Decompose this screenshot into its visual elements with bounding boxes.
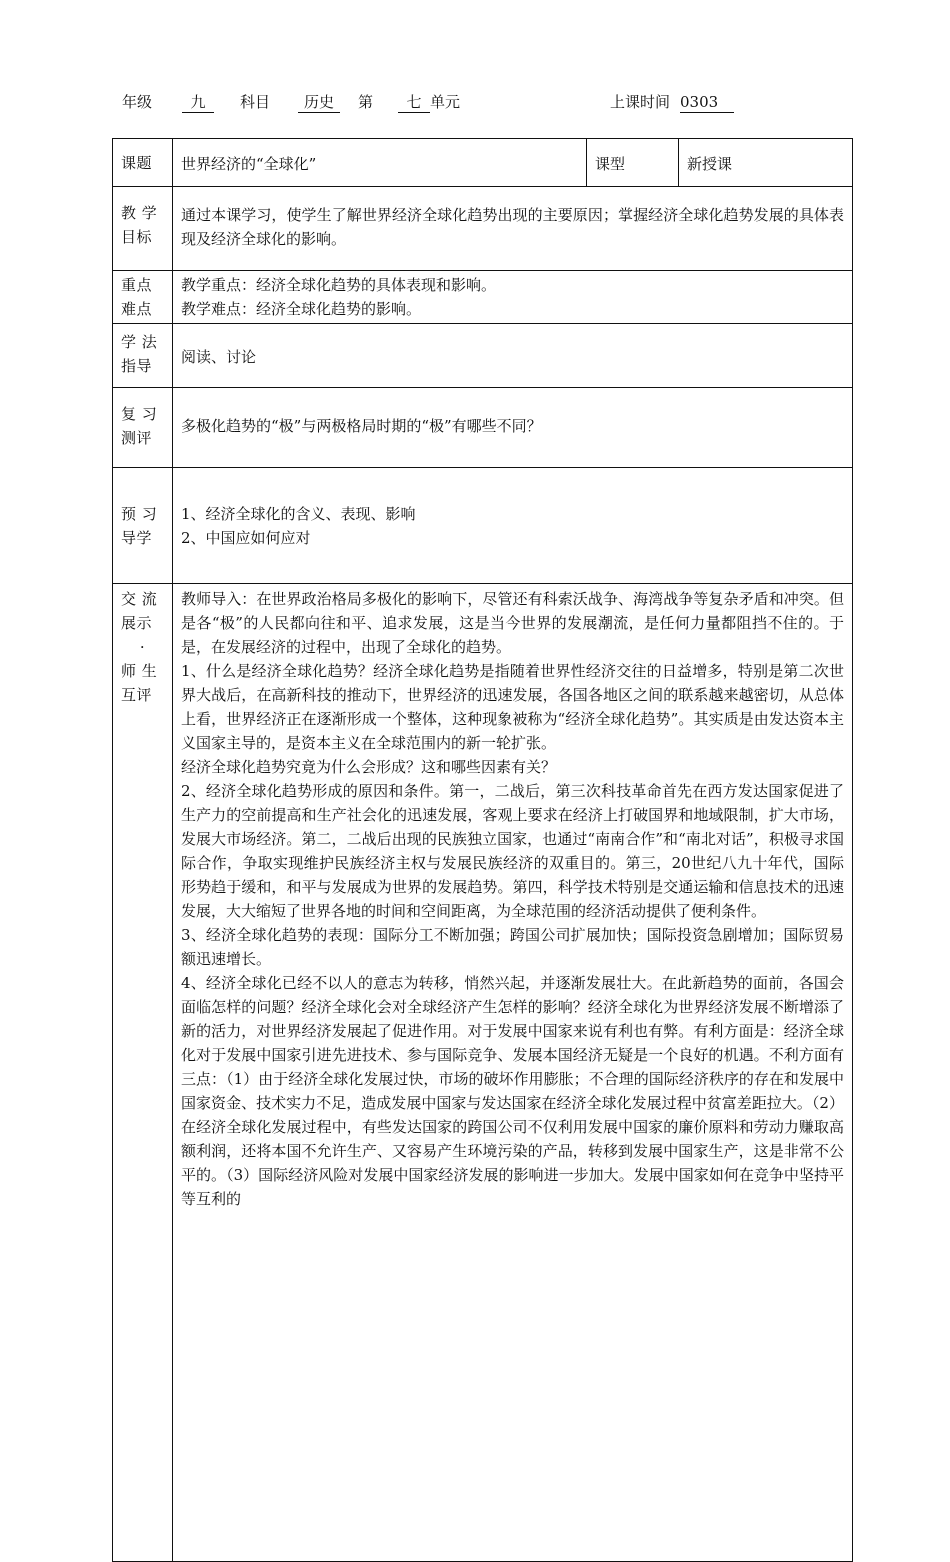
grade-value: 九 xyxy=(182,92,214,113)
row-method xyxy=(113,324,853,388)
keypoints-text xyxy=(173,271,853,324)
row-topic xyxy=(113,139,853,187)
row-review xyxy=(113,388,853,468)
preview-label: 预 习 导学 xyxy=(113,468,173,584)
subject-label: 科目 xyxy=(240,93,271,111)
method-label: 学 法 指导 xyxy=(113,324,173,388)
keypoints-label: 重点 难点 xyxy=(113,271,173,324)
review-text: 多极化趋势的“极”与两极格局时期的“极”有哪些不同？ xyxy=(173,388,853,468)
class-time-value: 0303 xyxy=(680,92,734,113)
row-preview xyxy=(113,468,853,584)
topic-value: 世界经济的“全球化” xyxy=(173,139,587,187)
grade-label: 年级 xyxy=(122,93,153,111)
unit-prefix: 第 xyxy=(358,93,374,111)
preview-text xyxy=(173,468,853,584)
paragraph: 2、经济全球化趋势形成的原因和条件。第一，二战后，第三次科技革命首先在西方发达国家促进了生产力的空前提高和生产社会化的迅速发展，客观上要求在经济上打破国界和地域限制，扩大市场，发展大市场经济。第二，二战后出现的民族独立国家，也通过“南南合作”和“南北对话”，积极寻求国际合作，争取实现维护民族经济主权与发展民族经济的双重目的。第三，20世纪八九十年代，国际形势趋于缓和，和平与发展成为世界的发展趋势。第四，科学技术特别是交通运输和信息技术的迅速发展，大大缩短了世界各地的时间和空间距离，为全球范围的经济活动提供了便利条件。 xyxy=(181,782,844,920)
row-goals xyxy=(113,187,853,271)
exchange-text xyxy=(173,584,853,1562)
subject-value: 历史 xyxy=(298,92,340,113)
paragraph: 经济全球化趋势究竟为什么会形成？这和哪些因素有关？ xyxy=(181,758,557,776)
key-point-line: 教学重点：经济全球化趋势的具体表现和影响。 xyxy=(181,276,497,294)
goals-text: 通过本课学习，使学生了解世界经济全球化趋势出现的主要原因；掌握经济全球化趋势发展的具体表现及经济全球化的影响。 xyxy=(173,187,853,271)
paragraph: 3、经济全球化趋势的表现：国际分工不断加强；跨国公司扩展加快；国际投资急剧增加；国际贸易额迅速增长。 xyxy=(181,926,844,968)
lesson-header xyxy=(122,92,842,112)
row-keypoints xyxy=(113,271,853,324)
topic-label: 课题 xyxy=(113,139,173,187)
paragraph: 教师导入：在世界政治格局多极化的影响下，尽管还有科索沃战争、海湾战争等复杂矛盾和冲突。但是各“极”的人民都向往和平、追求发展，这是当今世界的发展潮流，是任何力量都阻挡不住的。于是，在发展经济的过程中，出现了全球化的趋势。 xyxy=(181,590,844,656)
review-label: 复 习 测评 xyxy=(113,388,173,468)
preview-item: 2、中国应如何应对 xyxy=(181,529,311,547)
unit-value: 七 xyxy=(398,92,430,113)
class-time-label: 上课时间 xyxy=(610,93,671,111)
exchange-label: 交 流 展示 · 师 生 互评 xyxy=(113,584,173,1562)
row-exchange xyxy=(113,584,853,1562)
difficult-point-line: 教学难点：经济全球化趋势的影响。 xyxy=(181,300,422,318)
paragraph: 1、什么是经济全球化趋势？经济全球化趋势是指随着世界性经济交往的日益增多，特别是第二次世界大战后，在高新科技的推动下，世界经济的迅速发展，各国各地区之间的联系越来越密切，从总体上看，世界经济正在逐渐形成一个整体，这种现象被称为“经济全球化趋势”。其实质是由发达资本主义国家主导的，是资本主义在全球范围内的新一轮扩张。 xyxy=(181,662,844,752)
paragraph: 4、经济全球化已经不以人的意志为转移，悄然兴起，并逐渐发展壮大。在此新趋势的面前，各国会面临怎样的问题？经济全球化会对全球经济产生怎样的影响？经济全球化为世界经济发展不断增添了新的活力，对世界经济发展起了促进作用。对于发展中国家来说有利也有弊。有利方面是：经济全球化对于发展中国家引进先进技术、参与国际竞争、发展本国经济无疑是一个良好的机遇。不利方面有三点：（1）由于经济全球化发展过快，市场的破坏作用膨胀；不合理的国际经济秩序的存在和发展中国家资金、技术实力不足，造成发展中国家与发达国家在经济全球化发展过程中贫富差距拉大。（2）在经济全球化发展过程中，有些发达国家的跨国公司不仅利用发展中国家的廉价原料和劳动力赚取高额利润，还将本国不允许生产、又容易产生环境污染的产品，转移到发展中国家生产，这是非常不公平的。（3）国际经济风险对发展中国家经济发展的影响进一步加大。发展中国家如何在竞争中坚持平等互利的 xyxy=(181,974,844,1208)
lesson-plan-table xyxy=(112,138,853,1562)
lesson-type-label: 课型 xyxy=(587,139,679,187)
method-text: 阅读、讨论 xyxy=(173,324,853,388)
preview-item: 1、经济全球化的含义、表现、影响 xyxy=(181,505,416,523)
lesson-type-value: 新授课 xyxy=(679,139,853,187)
goals-label: 教 学 目标 xyxy=(113,187,173,271)
unit-suffix: 单元 xyxy=(430,93,461,111)
